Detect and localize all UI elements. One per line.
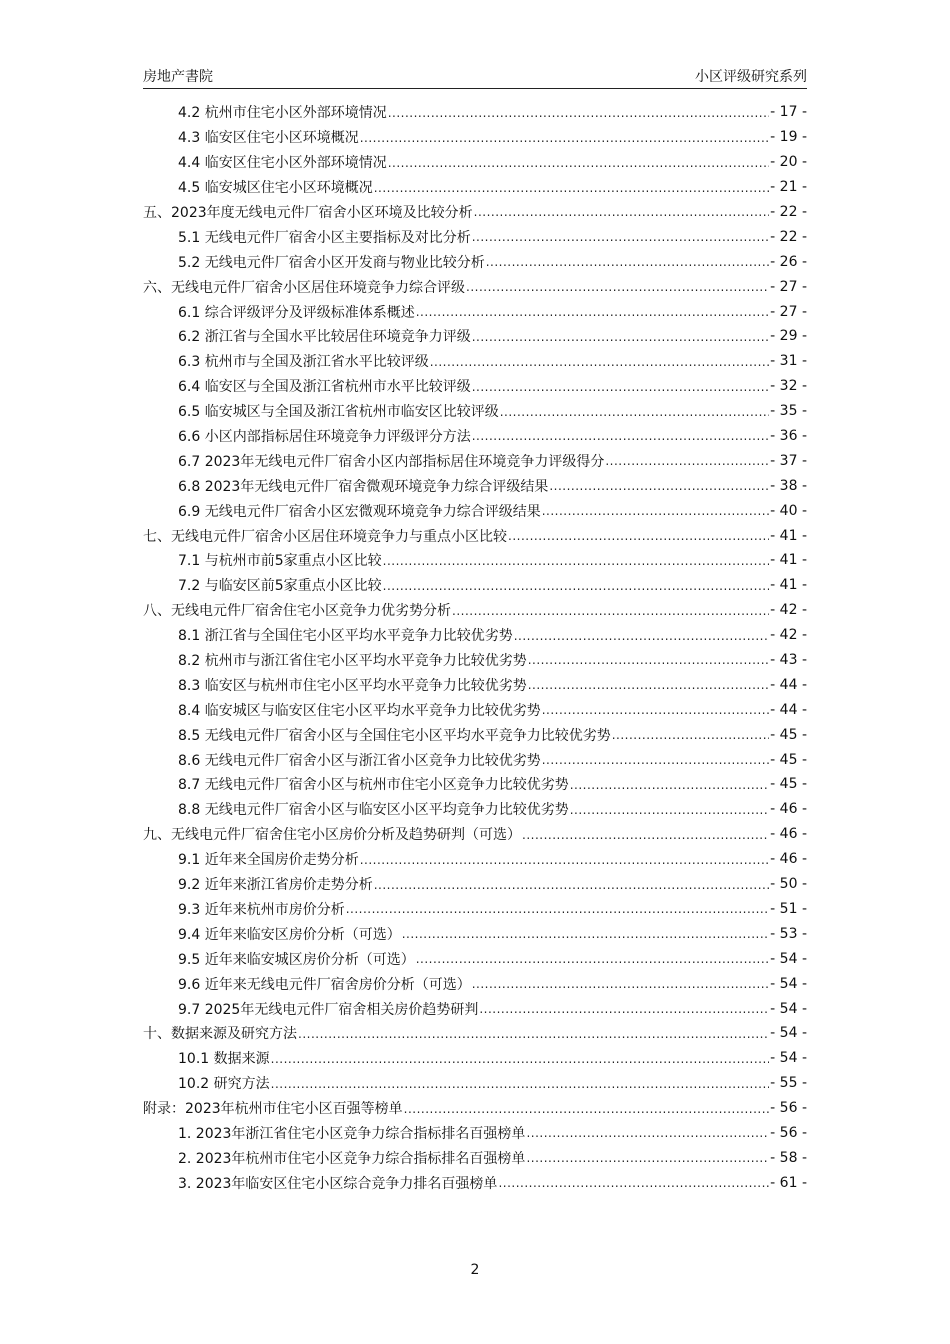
toc-chapter-entry[interactable] [143,1021,807,1046]
toc-section-entry[interactable] [143,374,807,399]
toc-section-entry[interactable] [143,498,807,523]
header-series-title: 小区评级研究系列 [695,69,807,85]
toc-entry-page: - 41 - [770,577,807,594]
toc-entry-title: 6.8 2023年无线电元件厂宿舍微观环境竞争力综合评级结果 [178,478,549,495]
toc-entry-page: - 43 - [770,652,807,669]
toc-chapter-entry[interactable] [143,523,807,548]
toc-entry-page: - 54 - [770,1025,807,1042]
toc-chapter-entry[interactable] [143,598,807,623]
toc-entry-page: - 41 - [770,552,807,569]
toc-dot-leader [498,1176,769,1195]
toc-entry-title: 8.7 无线电元件厂宿舍小区与杭州市住宅小区竞争力比较优劣势 [178,777,569,794]
toc-entry-page: - 46 - [770,826,807,843]
toc-dot-leader [500,405,769,424]
toc-entry-title: 8.8 无线电元件厂宿舍小区与临安区小区平均竞争力比较优劣势 [178,802,569,819]
toc-entry-title: 4.4 临安区住宅小区外部环境情况 [178,155,387,172]
toc-entry-page: - 27 - [770,278,807,295]
toc-entry-title: 4.2 杭州市住宅小区外部环境情况 [178,105,387,122]
toc-entry-title: 9.1 近年来全国房价走势分析 [178,852,359,869]
toc-entry-title: 10.1 数据来源 [178,1051,270,1068]
toc-dot-leader [542,504,769,523]
toc-entry-title: 附录：2023年杭州市住宅小区百强等榜单 [143,1101,403,1118]
toc-section-entry[interactable] [143,697,807,722]
toc-entry-title: 8.1 浙江省与全国住宅小区平均水平竞争力比较优劣势 [178,628,513,645]
toc-entry-title: 4.3 临安区住宅小区环境概况 [178,130,359,147]
toc-dot-leader [402,927,769,946]
toc-section-entry[interactable] [143,473,807,498]
toc-entry-page: - 35 - [770,403,807,420]
toc-section-entry[interactable] [143,349,807,374]
toc-section-entry[interactable] [143,921,807,946]
toc-dot-leader [542,703,769,722]
toc-entry-page: - 41 - [770,527,807,544]
toc-entry-title: 8.2 杭州市与浙江省住宅小区平均水平竞争力比较优劣势 [178,653,527,670]
toc-section-entry[interactable] [143,772,807,797]
toc-entry-title: 6.2 浙江省与全国水平比较居住环境竞争力评级 [178,329,471,346]
toc-dot-leader [430,355,769,374]
toc-section-entry[interactable] [143,399,807,424]
toc-entry-page: - 45 - [770,776,807,793]
toc-entry-page: - 20 - [770,154,807,171]
toc-section-entry[interactable] [143,1046,807,1071]
toc-section-entry[interactable] [143,1121,807,1146]
toc-entry-page: - 17 - [770,104,807,121]
table-of-contents [143,100,807,1195]
toc-dot-leader [486,255,769,274]
toc-dot-leader [526,1151,769,1170]
toc-entry-page: - 37 - [770,452,807,469]
toc-entry-page: - 26 - [770,253,807,270]
toc-dot-leader [508,529,769,548]
toc-section-entry[interactable] [143,623,807,648]
toc-section-entry[interactable] [143,872,807,897]
toc-entry-page: - 50 - [770,876,807,893]
toc-section-entry[interactable] [143,424,807,449]
toc-entry-title: 1. 2023年浙江省住宅小区竞争力综合指标排名百强榜单 [178,1125,526,1142]
toc-dot-leader [383,579,770,598]
toc-entry-title: 九、无线电元件厂宿舍住宅小区房价分析及趋势研判（可选） [143,827,521,844]
toc-dot-leader [514,629,769,648]
toc-entry-page: - 44 - [770,701,807,718]
toc-entry-page: - 46 - [770,851,807,868]
toc-entry-page: - 27 - [770,303,807,320]
toc-entry-page: - 54 - [770,975,807,992]
toc-section-entry[interactable] [143,249,807,274]
toc-entry-title: 5.1 无线电元件厂宿舍小区主要指标及对比分析 [178,229,471,246]
toc-dot-leader [522,828,769,847]
toc-dot-leader [388,106,769,125]
toc-dot-leader [374,878,769,897]
toc-entry-page: - 55 - [770,1075,807,1092]
toc-section-entry[interactable] [143,150,807,175]
toc-entry-title: 6.9 无线电元件厂宿舍小区宏微观环境竞争力综合评级结果 [178,503,541,520]
toc-entry-title: 八、无线电元件厂宿舍住宅小区竞争力优劣势分析 [143,603,451,620]
page-header [143,66,807,89]
toc-entry-title: 五、2023年度无线电元件厂宿舍小区环境及比较分析 [143,205,473,221]
toc-entry-title: 8.3 临安区与杭州市住宅小区平均水平竞争力比较优劣势 [178,677,527,694]
toc-entry-title: 6.6 小区内部指标居住环境竞争力评级评分方法 [178,429,471,446]
toc-entry-title: 6.7 2023年无线电元件厂宿舍小区内部指标居住环境竞争力评级得分 [178,453,605,470]
toc-chapter-entry[interactable] [143,1096,807,1121]
toc-section-entry[interactable] [143,996,807,1021]
toc-entry-title: 十、数据来源及研究方法 [143,1026,297,1043]
toc-dot-leader [526,1126,769,1145]
toc-entry-title: 7.1 与杭州市前5家重点小区比较 [178,553,382,570]
toc-dot-leader [570,803,769,822]
toc-section-entry[interactable] [143,175,807,200]
toc-entry-page: - 56 - [770,1124,807,1141]
toc-dot-leader [374,181,769,200]
toc-entry-title: 8.5 无线电元件厂宿舍小区与全国住宅小区平均水平竞争力比较优劣势 [178,727,611,744]
toc-dot-leader [383,554,770,573]
toc-entry-title: 9.6 近年来无线电元件厂宿舍房价分析（可选） [178,976,471,993]
toc-section-entry[interactable] [143,797,807,822]
toc-dot-leader [388,156,769,175]
toc-section-entry[interactable] [143,897,807,922]
toc-entry-page: - 54 - [770,1050,807,1067]
toc-entry-page: - 42 - [770,627,807,644]
toc-entry-title: 10.2 研究方法 [178,1076,270,1093]
toc-entry-page: - 58 - [770,1149,807,1166]
header-publisher: 房地产書院 [143,69,213,85]
toc-section-entry[interactable] [143,722,807,747]
toc-chapter-entry[interactable] [143,274,807,299]
toc-entry-title: 5.2 无线电元件厂宿舍小区开发商与物业比较分析 [178,254,485,271]
toc-entry-page: - 36 - [770,428,807,445]
toc-section-entry[interactable] [143,448,807,473]
toc-entry-title: 6.5 临安城区与全国及浙江省杭州市临安区比较评级 [178,404,499,421]
toc-entry-title: 6.3 杭州市与全国及浙江省水平比较评级 [178,354,429,371]
toc-dot-leader [549,479,769,498]
toc-entry-page: - 45 - [770,751,807,768]
toc-entry-page: - 38 - [770,477,807,494]
toc-dot-leader [472,330,769,349]
toc-entry-title: 9.5 近年来临安城区房价分析（可选） [178,951,415,968]
toc-section-entry[interactable] [143,299,807,324]
toc-section-entry[interactable] [143,100,807,125]
toc-entry-page: - 56 - [770,1100,807,1117]
toc-dot-leader [528,653,769,672]
toc-dot-leader [528,678,769,697]
toc-entry-page: - 51 - [770,900,807,917]
toc-dot-leader [466,280,769,299]
toc-dot-leader [605,454,769,473]
toc-entry-title: 9.2 近年来浙江省房价走势分析 [178,877,373,894]
toc-entry-page: - 22 - [770,228,807,245]
toc-dot-leader [360,131,769,150]
toc-entry-title: 七、无线电元件厂宿舍小区居住环境竞争力与重点小区比较 [143,528,507,545]
toc-dot-leader [360,853,769,872]
toc-entry-title: 6.4 临安区与全国及浙江省杭州市水平比较评级 [178,379,471,396]
toc-dot-leader [298,1027,769,1046]
toc-section-entry[interactable] [143,747,807,772]
toc-dot-leader [416,305,769,324]
toc-entry-page: - 44 - [770,676,807,693]
toc-entry-title: 9.7 2025年无线电元件厂宿舍相关房价趋势研判 [178,1001,479,1018]
toc-entry-title: 2. 2023年杭州市住宅小区竞争力综合指标排名百强榜单 [178,1150,526,1167]
toc-entry-page: - 61 - [770,1174,807,1191]
toc-chapter-entry[interactable] [143,200,807,225]
toc-entry-page: - 19 - [770,129,807,146]
toc-dot-leader [346,902,769,921]
toc-section-entry[interactable] [143,324,807,349]
toc-dot-leader [570,778,769,797]
toc-dot-leader [479,1002,769,1021]
toc-dot-leader [472,429,769,448]
toc-entry-title: 9.3 近年来杭州市房价分析 [178,901,345,918]
toc-section-entry[interactable] [143,573,807,598]
page-number: 2 [470,1262,480,1278]
toc-entry-page: - 32 - [770,378,807,395]
toc-dot-leader [474,205,770,224]
toc-entry-page: - 29 - [770,328,807,345]
toc-entry-page: - 22 - [770,204,807,220]
toc-entry-title: 8.4 临安城区与临安区住宅小区平均水平竞争力比较优劣势 [178,702,541,719]
toc-section-entry[interactable] [143,971,807,996]
toc-entry-title: 8.6 无线电元件厂宿舍小区与浙江省小区竞争力比较优劣势 [178,752,541,769]
toc-dot-leader [472,230,769,249]
toc-entry-page: - 40 - [770,502,807,519]
toc-dot-leader [472,977,769,996]
toc-section-entry[interactable] [143,1145,807,1170]
toc-entry-page: - 54 - [770,1000,807,1017]
toc-section-entry[interactable] [143,648,807,673]
toc-dot-leader [612,728,769,747]
toc-entry-title: 六、无线电元件厂宿舍小区居住环境竞争力综合评级 [143,279,465,296]
toc-dot-leader [472,380,769,399]
toc-entry-title: 3. 2023年临安区住宅小区综合竞争力排名百强榜单 [178,1175,498,1192]
toc-entry-page: - 45 - [770,726,807,743]
toc-dot-leader [542,753,769,772]
toc-entry-page: - 46 - [770,801,807,818]
toc-dot-leader [271,1077,770,1096]
toc-entry-title: 4.5 临安城区住宅小区环境概况 [178,180,373,197]
toc-dot-leader [404,1102,770,1121]
toc-entry-title: 7.2 与临安区前5家重点小区比较 [178,578,382,595]
toc-section-entry[interactable] [143,847,807,872]
toc-entry-title: 6.1 综合评级评分及评级标准体系概述 [178,304,415,321]
toc-section-entry[interactable] [143,672,807,697]
toc-entry-page: - 21 - [770,179,807,196]
toc-dot-leader [452,604,769,623]
toc-section-entry[interactable] [143,224,807,249]
toc-entry-page: - 54 - [770,950,807,967]
toc-entry-page: - 31 - [770,353,807,370]
toc-chapter-entry[interactable] [143,822,807,847]
toc-entry-page: - 42 - [770,602,807,619]
toc-entry-title: 9.4 近年来临安区房价分析（可选） [178,926,401,943]
toc-section-entry[interactable] [143,125,807,150]
toc-section-entry[interactable] [143,548,807,573]
toc-section-entry[interactable] [143,1170,807,1195]
toc-entry-page: - 53 - [770,925,807,942]
toc-section-entry[interactable] [143,946,807,971]
toc-dot-leader [271,1052,770,1071]
toc-dot-leader [416,952,769,971]
toc-section-entry[interactable] [143,1071,807,1096]
